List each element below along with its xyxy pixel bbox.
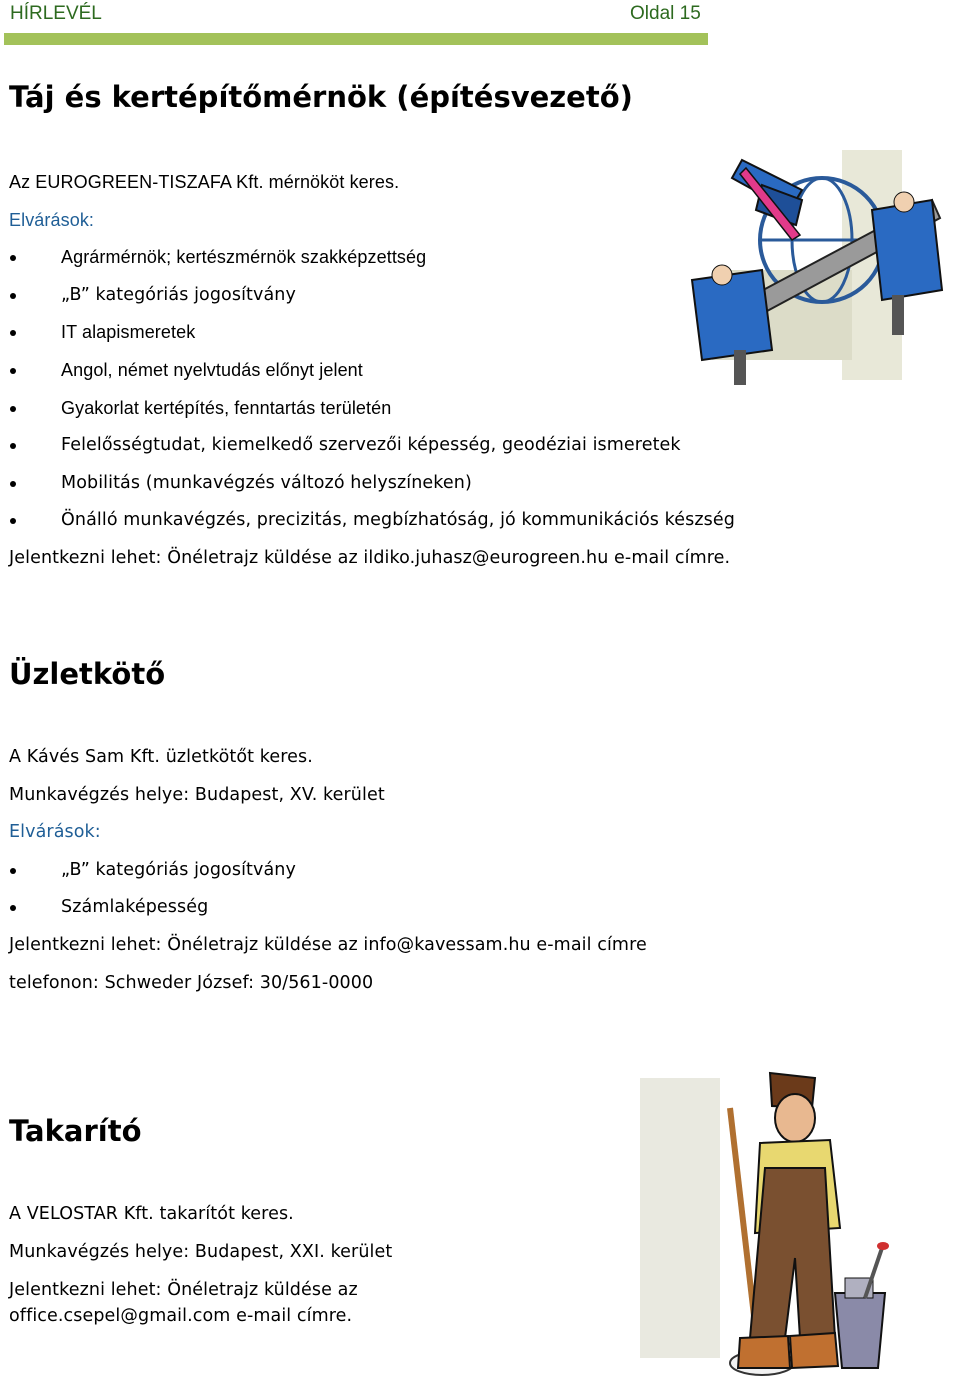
list-item: Számlaképesség [9,889,647,927]
phone-text: telefonon: Schweder József: 30/561-0000 [9,972,374,993]
header-divider [4,33,708,45]
list-item: „B” kategóriás jogosítvány [9,852,647,890]
job-intro: Az EUROGREEN-TISZAFA Kft. mérnököt keres. [9,172,400,192]
job-details-engineer [9,164,735,578]
engineers-clipart-icon [672,140,952,390]
job-details-sales [9,739,647,1002]
requirements-label: Elvárások: [9,822,101,843]
job-location: Munkavégzés helye: Budapest, XV. kerület [9,784,385,805]
job-section-cleaner [9,1113,142,1149]
job-location: Munkavégzés helye: Budapest, XXI. kerület [9,1241,393,1262]
requirements-label: Elvárások: [9,209,95,230]
job-title: Táj és kertépítőmérnök (építésvezető) [9,80,633,114]
page-number: Oldal 15 [630,3,701,24]
apply-text: Jelentkezni lehet: Önéletrajz küldése az ildiko.juhasz@eurogreen.hu e-mail címre. [9,547,731,568]
job-intro: A Kávés Sam Kft. üzletkötőt keres. [9,747,313,767]
janitor-mop-clipart-icon [640,1068,900,1383]
list-item: Önálló munkavégzés, precizitás, megbízhatóság, jó kommunikációs készség [9,502,735,540]
list-item: IT alapismeretek [9,314,735,352]
job-details-cleaner [9,1196,392,1329]
list-item: Gyakorlat kertépítés, fenntartás területén [9,390,735,428]
list-item: Agrármérnök; kertészmérnök szakképzettség [9,239,735,277]
requirements-list [9,852,647,927]
list-item: „B” kategóriás jogosítvány [9,277,735,315]
apply-text-line-2: office.csepel@gmail.com e-mail címre. [9,1306,353,1327]
job-title: Takarító [9,1114,142,1148]
list-item: Angol, német nyelvtudás előnyt jelent [9,352,735,390]
list-item: Felelősségtudat, kiemelkedő szervezői képesség, geodéziai ismeretek [9,427,735,465]
apply-text: Jelentkezni lehet: Önéletrajz küldése az info@kavessam.hu e-mail címre [9,934,647,955]
job-title: Üzletkötő [9,657,166,691]
apply-text-line-1: Jelentkezni lehet: Önéletrajz küldése az [9,1280,358,1301]
job-intro: A VELOSTAR Kft. takarítót keres. [9,1204,294,1224]
page-header [0,0,710,32]
list-item: Mobilitás (munkavégzés változó helyszíneken) [9,465,735,503]
requirements-list [9,239,735,540]
job-section-engineer [9,79,633,115]
job-section-sales [9,656,165,692]
newsletter-title: HÍRLEVÉL [10,3,102,24]
